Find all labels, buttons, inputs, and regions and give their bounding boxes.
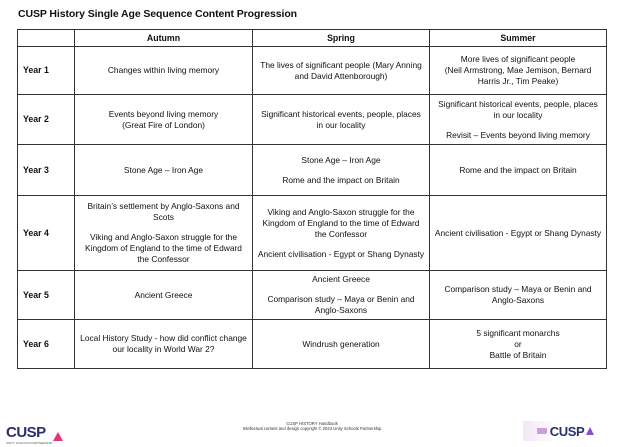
logo-left-subtitle: UNITY SCHOOLS PARTNERSHIP [6,441,53,445]
spring-cell [253,320,430,369]
cell-text: Britain’s settlement by Anglo-Saxons and Scots [87,201,240,222]
summer-cell [430,196,607,271]
cell-text: Local History Study - how did conflict change our locality in World War 2? [80,333,247,354]
logo-right-text: CUSP [549,423,585,439]
cell-text: Windrush generation [302,338,380,349]
summer-cell [430,95,607,145]
table-row [18,320,607,369]
badge-icon [537,428,547,434]
spring-cell [253,47,430,95]
cell-text: Ancient Greece [134,289,193,300]
autumn-cell [75,320,253,369]
content-progression-table [17,29,607,369]
summer-cell [430,271,607,320]
table-row [18,145,607,196]
cell-text: Significant historical events, people, places in our locality [261,108,421,130]
cell-text: 5 significant monarchs [476,327,560,338]
spring-cell [253,95,430,145]
cell-text: Battle of Britain [489,349,547,360]
cell-text: The lives of significant people (Mary Anning and David Attenborough) [260,59,422,81]
year-label: Year 1 [18,47,75,95]
cell-text: Changes within living memory [107,65,220,75]
table-row [18,95,607,145]
cell-text: Ancient Greece [312,274,370,284]
year-label: Year 4 [18,196,75,271]
cell-text: Viking and Anglo-Saxon struggle for the Kingdom of England to the time of Edward the Confessor [85,232,242,264]
cell-text: (Great Fire of London) [122,119,205,130]
summer-cell [430,320,607,369]
cell-text: Viking and Anglo-Saxon struggle for the Kingdom of England to the time of Edward the Confessor [262,206,420,239]
cell-text: Events beyond living memory [108,108,219,119]
header-row [18,30,607,47]
triangle-icon [53,432,63,441]
cusp-logo-right [523,421,608,441]
year-label: Year 3 [18,145,75,196]
cell-text: Comparison study – Maya or Benin and Anglo-Saxons [267,294,415,315]
cell-text: Revisit – Events beyond living memory [446,129,590,140]
page-title: CUSP History Single Age Sequence Content Progression [18,8,297,20]
cell-text: Ancient civilisation - Egypt or Shang Dynasty [434,227,602,238]
logo-left-text: CUSP [6,424,46,441]
table-row [18,271,607,320]
cell-text: Rome and the impact on Britain [459,164,577,175]
footer-line-1: CUSP HISTORY Handbook [286,421,338,426]
spring-cell [253,271,430,320]
table-row [18,196,607,271]
footer-line-2: Intellectual content and design copyright © 2023 Unity Schools Partnership [242,426,382,431]
autumn-cell [75,145,253,196]
spring-cell [253,145,430,196]
header-autumn: Autumn [75,30,253,47]
year-label: Year 2 [18,95,75,145]
cell-text: More lives of significant people [460,54,576,64]
header-spring: Spring [253,30,430,47]
cell-text: Ancient civilisation - Egypt or Shang Dynasty [257,248,425,259]
cell-text: Rome and the impact on Britain [282,174,400,185]
cell-text: Stone Age – Iron Age [123,164,204,175]
triangle-icon [586,427,594,435]
summer-cell [430,145,607,196]
header-corner [18,30,75,47]
autumn-cell [75,95,253,145]
summer-cell [430,47,607,95]
year-label: Year 6 [18,320,75,369]
table-row [18,47,607,95]
autumn-cell [75,47,253,95]
header-summer: Summer [430,30,607,47]
cell-text: Comparison study – Maya or Benin and Anglo-Saxons [444,284,592,305]
cell-text: (Neil Armstrong, Mae Jemison, Bernard Harris Jr., Tim Peake) [444,65,592,86]
autumn-cell [75,196,253,271]
spring-cell [253,196,430,271]
autumn-cell [75,271,253,320]
cell-text: Significant historical events, people, places in our locality [438,98,598,120]
cell-text: Stone Age – Iron Age [301,154,381,165]
year-label: Year 5 [18,271,75,320]
cell-text: or [514,338,522,349]
